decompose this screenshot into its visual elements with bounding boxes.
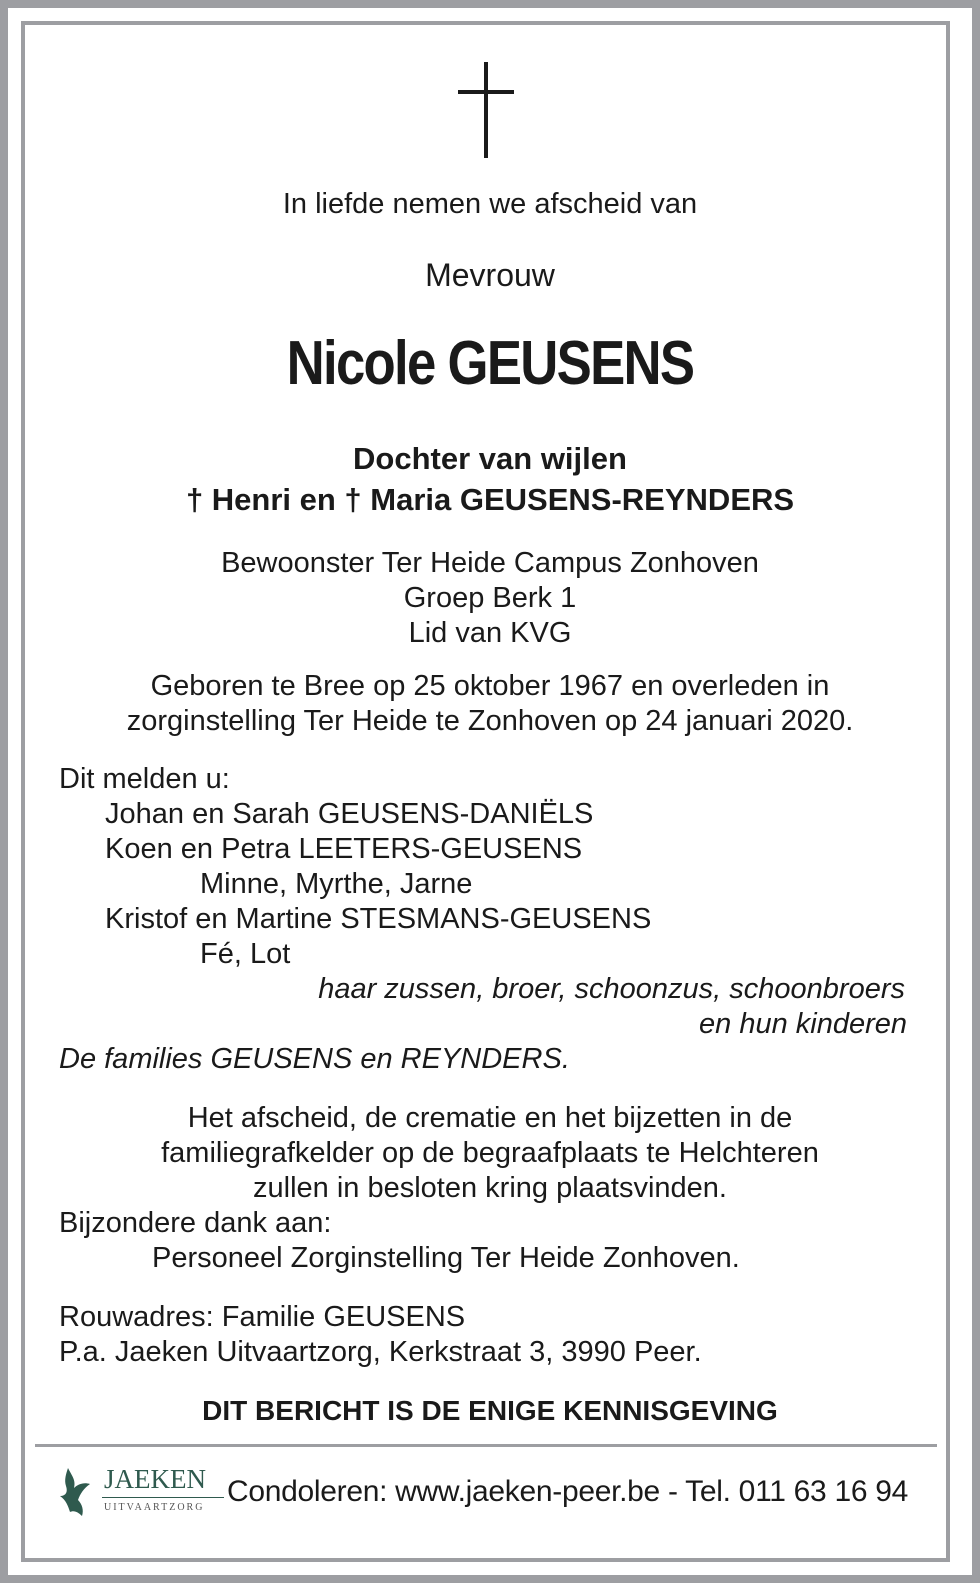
ceremony-line: Het afscheid, de crematie en het bijzetten in de — [187, 1102, 793, 1134]
relations-line: haar zussen, broer, schoonzus, schoonbroers — [318, 973, 905, 1005]
logo-name: JAEKEN — [104, 1464, 206, 1494]
notice-text: DIT BERICHT IS DE ENIGE KENNISGEVING — [202, 1395, 778, 1426]
announcer: Minne, Myrthe, Jarne — [200, 868, 473, 900]
thanks-text: Personeel Zorginstelling Ter Heide Zonhoven. — [152, 1242, 740, 1274]
address-line: Rouwadres: Familie GEUSENS — [59, 1301, 466, 1333]
announcer: Johan en Sarah GEUSENS-DANIËLS — [105, 798, 594, 830]
announcer: Fé, Lot — [200, 938, 291, 970]
thanks-label: Bijzondere dank aan: — [59, 1207, 332, 1239]
intro-text: In liefde nemen we afscheid van — [282, 188, 698, 220]
divider — [35, 1444, 937, 1447]
announcers-label: Dit melden u: — [59, 763, 230, 795]
address-line: P.a. Jaeken Uitvaartzorg, Kerkstraat 3, 3990 Peer. — [59, 1336, 702, 1368]
deceased-name: Nicole GEUSENS — [286, 329, 694, 398]
logo-rule — [102, 1497, 224, 1498]
detail-line: Groep Berk 1 — [403, 582, 577, 614]
logo-sub: UITVAARTZORG — [104, 1502, 205, 1513]
condolence-contact: Condoleren: www.jaeken-peer.be - Tel. 011 63 16 94 — [227, 1475, 909, 1508]
ceremony-line: zullen in besloten kring plaatsvinden. — [253, 1172, 727, 1204]
detail-line: Bewoonster Ter Heide Campus Zonhoven — [221, 547, 759, 579]
salutation: Mevrouw — [425, 257, 555, 293]
jaeken-logo — [58, 1464, 218, 1524]
announcer: Koen en Petra LEETERS-GEUSENS — [105, 833, 583, 865]
dove-icon — [58, 1466, 94, 1518]
born-died-line: Geboren te Bree op 25 oktober 1967 en overleden in — [150, 670, 830, 702]
ceremony-line: familiegrafkelder op de begraafplaats te Helchteren — [161, 1137, 819, 1169]
detail-line: Lid van KVG — [408, 617, 572, 649]
parents-line-1: Dochter van wijlen — [353, 441, 627, 476]
relations-line: en hun kinderen — [699, 1008, 907, 1040]
born-died-line: zorginstelling Ter Heide te Zonhoven op 24 januari 2020. — [126, 705, 854, 737]
parents-line-2: † Henri en † Maria GEUSENS-REYNDERS — [185, 482, 795, 517]
cross-icon — [456, 62, 516, 158]
families-line: De families GEUSENS en REYNDERS. — [59, 1043, 570, 1075]
announcer: Kristof en Martine STESMANS-GEUSENS — [105, 903, 652, 935]
